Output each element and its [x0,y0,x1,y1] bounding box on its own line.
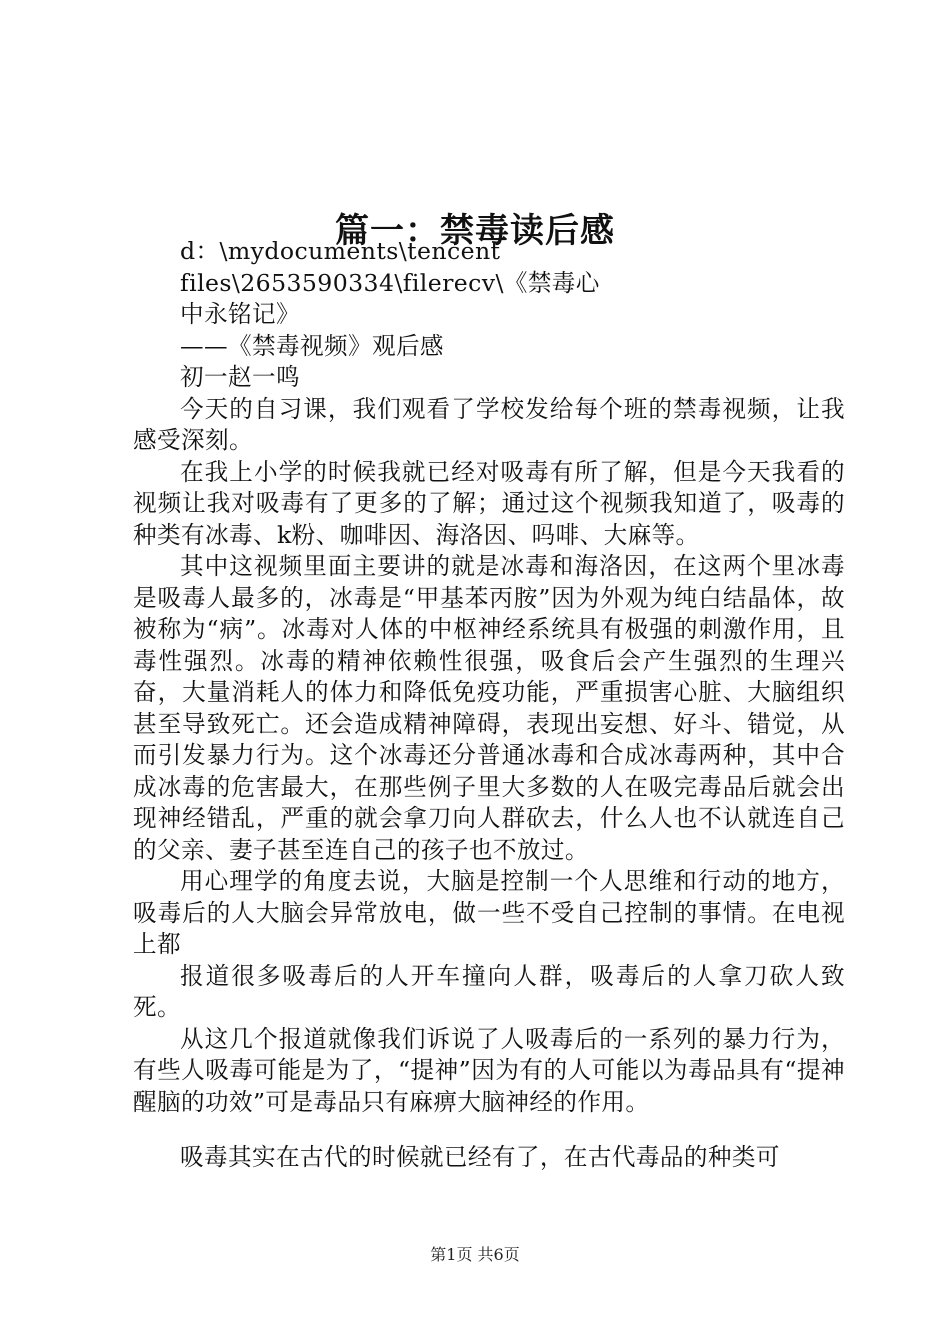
page-footer: 第1页 共6页 [430,1245,520,1264]
paragraph: 在我上小学的时候我就已经对吸毒有所了解，但是今天我看的视频让我对吸毒有了更多的了解；通过这个视频我知道了，吸毒的种类有冰毒、k粉、咖啡因、海洛因、吗啡、大麻等。 [133,457,845,549]
paragraph: 今天的自习课，我们观看了学校发给每个班的禁毒视频，让我感受深刻。 [133,394,845,454]
paragraph: 报道很多吸毒后的人开车撞向人群，吸毒后的人拿刀砍人致死。 [133,961,845,1021]
paragraph-spacer [133,1118,845,1142]
author-line: 初一赵一鸣 [180,363,300,391]
paragraph: 从这几个报道就像我们诉说了人吸毒后的一系列的暴力行为，有些人吸毒可能是为了，“提神”因为有的人可能以为毒品具有“提神醒脑的功效”可是毒品只有麻痹大脑神经的作用。 [133,1024,845,1116]
paragraph: 其中这视频里面主要讲的就是冰毒和海洛因，在这两个里冰毒是吸毒人最多的，冰毒是“甲基苯丙胺”因为外观为纯白结晶体，故被称为“病”。冰毒对人体的中枢神经系统具有极强的刺激作用，且毒性强烈。冰毒的精神依赖性很强，吸食后会产生强烈的生理兴奋，大量消耗人的体力和降低免疫功能，严重损害心脏、大脑组织甚至导致死亡。还会造成精神障碍，表现出妄想、好斗、错觉，从而引发暴力行为。这个冰毒还分普通冰毒和合成冰毒两种，其中合成冰毒的危害最大，在那些例子里大多数的人在吸完毒品后就会出现神经错乱，严重的就会拿刀向人群砍去，什么人也不认就连自己的父亲、妻子甚至连自己的孩子也不放过。 [133,552,845,864]
header-line: d：\mydocuments\tencent [180,237,501,265]
paragraph: 用心理学的角度去说，大脑是控制一个人思维和行动的地方，吸毒后的人大脑会异常放电，做一些不受自己控制的事情。在电视上都 [133,867,845,958]
paragraph: 吸毒其实在古代的时候就已经有了，在古代毒品的种类可 [180,1143,780,1171]
document-title: 篇一：禁毒读后感 [335,210,615,251]
document-body [133,236,845,1174]
header-line: files\2653590334\filerecv\《禁毒心 [180,268,600,297]
header-line: 中永铭记》 [180,300,300,328]
header-line: ——《禁毒视频》观后感 [180,331,444,360]
